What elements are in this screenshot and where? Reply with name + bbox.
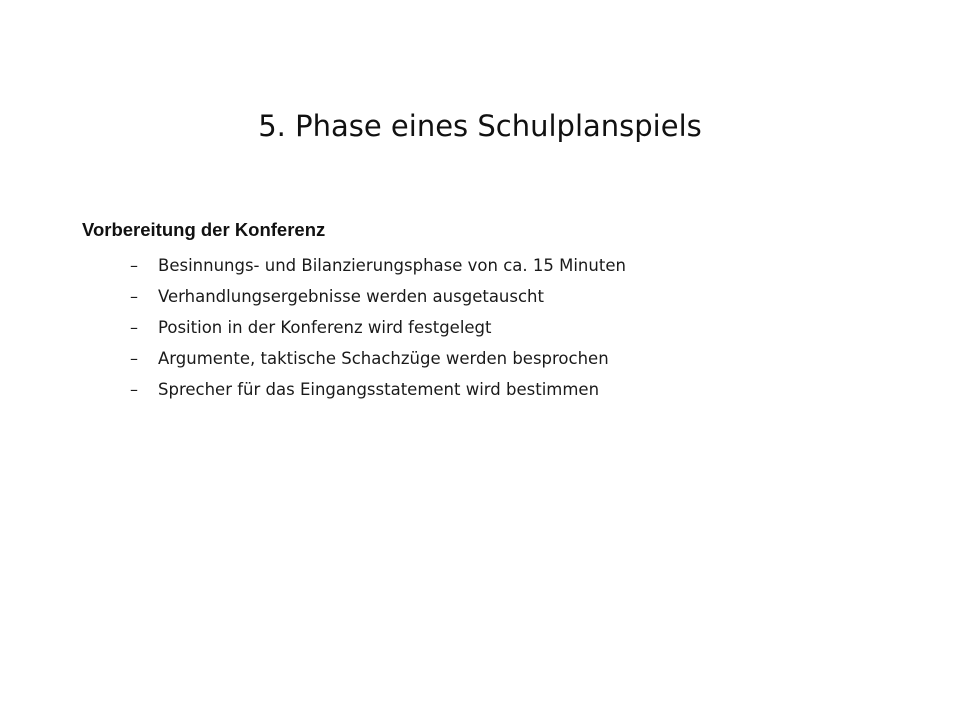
content-section bbox=[82, 216, 902, 405]
bullet-text: Position in der Konferenz wird festgelegt bbox=[158, 318, 492, 337]
dash-bullet-icon: – bbox=[130, 287, 138, 306]
bullet-list bbox=[82, 250, 902, 405]
dash-bullet-icon: – bbox=[130, 318, 138, 337]
list-item bbox=[82, 281, 902, 312]
bullet-text: Sprecher für das Eingangsstatement wird bestimmen bbox=[158, 380, 600, 399]
dash-bullet-icon: – bbox=[130, 256, 138, 275]
list-item bbox=[82, 374, 902, 405]
dash-bullet-icon: – bbox=[130, 349, 138, 368]
list-item bbox=[82, 312, 902, 343]
bullet-text: Argumente, taktische Schachzüge werden besprochen bbox=[158, 349, 609, 368]
section-heading: Vorbereitung der Konferenz bbox=[82, 219, 326, 240]
list-item bbox=[82, 343, 902, 374]
bullet-text: Verhandlungsergebnisse werden ausgetauscht bbox=[158, 287, 544, 306]
bullet-text: Besinnungs- und Bilanzierungsphase von ca. 15 Minuten bbox=[158, 256, 626, 275]
list-item bbox=[82, 250, 902, 281]
dash-bullet-icon: – bbox=[130, 380, 138, 399]
slide-title: 5. Phase eines Schulplanspiels bbox=[258, 109, 702, 143]
